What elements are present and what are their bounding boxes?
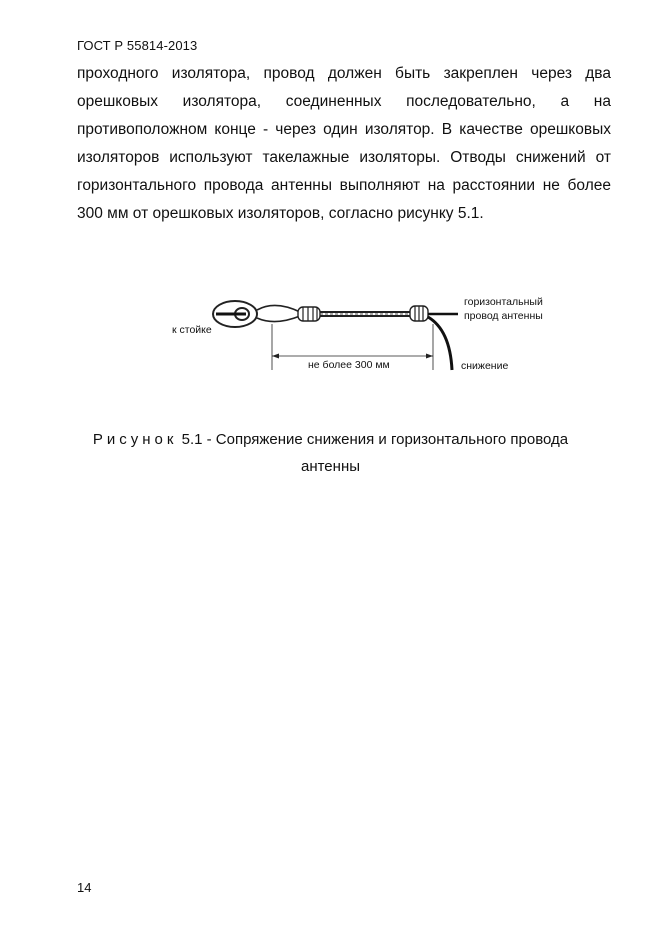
binding-coil-right bbox=[410, 306, 428, 321]
dimension-arrow-left bbox=[272, 354, 279, 359]
body-paragraph bbox=[77, 60, 611, 228]
label-horizontal-wire-1: горизонтальный bbox=[464, 296, 543, 308]
caption-line-2: антенны bbox=[300, 458, 361, 475]
drop-wire bbox=[428, 317, 452, 370]
body-line-4: изоляторов используют такелажные изоляторы. Отводы снижений от bbox=[77, 149, 611, 166]
caption-prefix: Рисунок bbox=[92, 431, 178, 448]
label-to-post: к стойке bbox=[172, 324, 212, 336]
body-line-3: противоположном конце - через один изолятор. В качестве орешковых bbox=[77, 121, 611, 138]
body-line-6: 300 мм от орешковых изоляторов, согласно рисунку 5.1. bbox=[77, 205, 484, 222]
binding-coil-left bbox=[298, 307, 320, 321]
dimension-arrow-right bbox=[426, 354, 433, 359]
label-distance: не более 300 мм bbox=[308, 359, 390, 371]
label-horizontal-wire-2: провод антенны bbox=[464, 310, 543, 322]
figure-5-1 bbox=[160, 290, 560, 380]
caption-line-1 bbox=[60, 426, 601, 453]
body-line-5: горизонтального провода антенны выполняют на расстоянии не более bbox=[77, 177, 611, 194]
document-header: ГОСТ Р 55814-2013 bbox=[77, 38, 198, 53]
body-line-1: проходного изолятора, провод должен быть закреплен через два bbox=[77, 65, 611, 82]
caption-text-1: 5.1 - Сопряжение снижения и горизонтального провода bbox=[181, 431, 569, 448]
body-line-2: орешковых изолятора, соединенных последовательно, а на bbox=[77, 93, 611, 110]
wire-loop-lower bbox=[257, 316, 300, 322]
wire-loop-upper bbox=[257, 305, 300, 312]
page-number: 14 bbox=[77, 880, 92, 895]
label-drop: снижение bbox=[461, 360, 509, 372]
figure-caption bbox=[60, 426, 601, 480]
